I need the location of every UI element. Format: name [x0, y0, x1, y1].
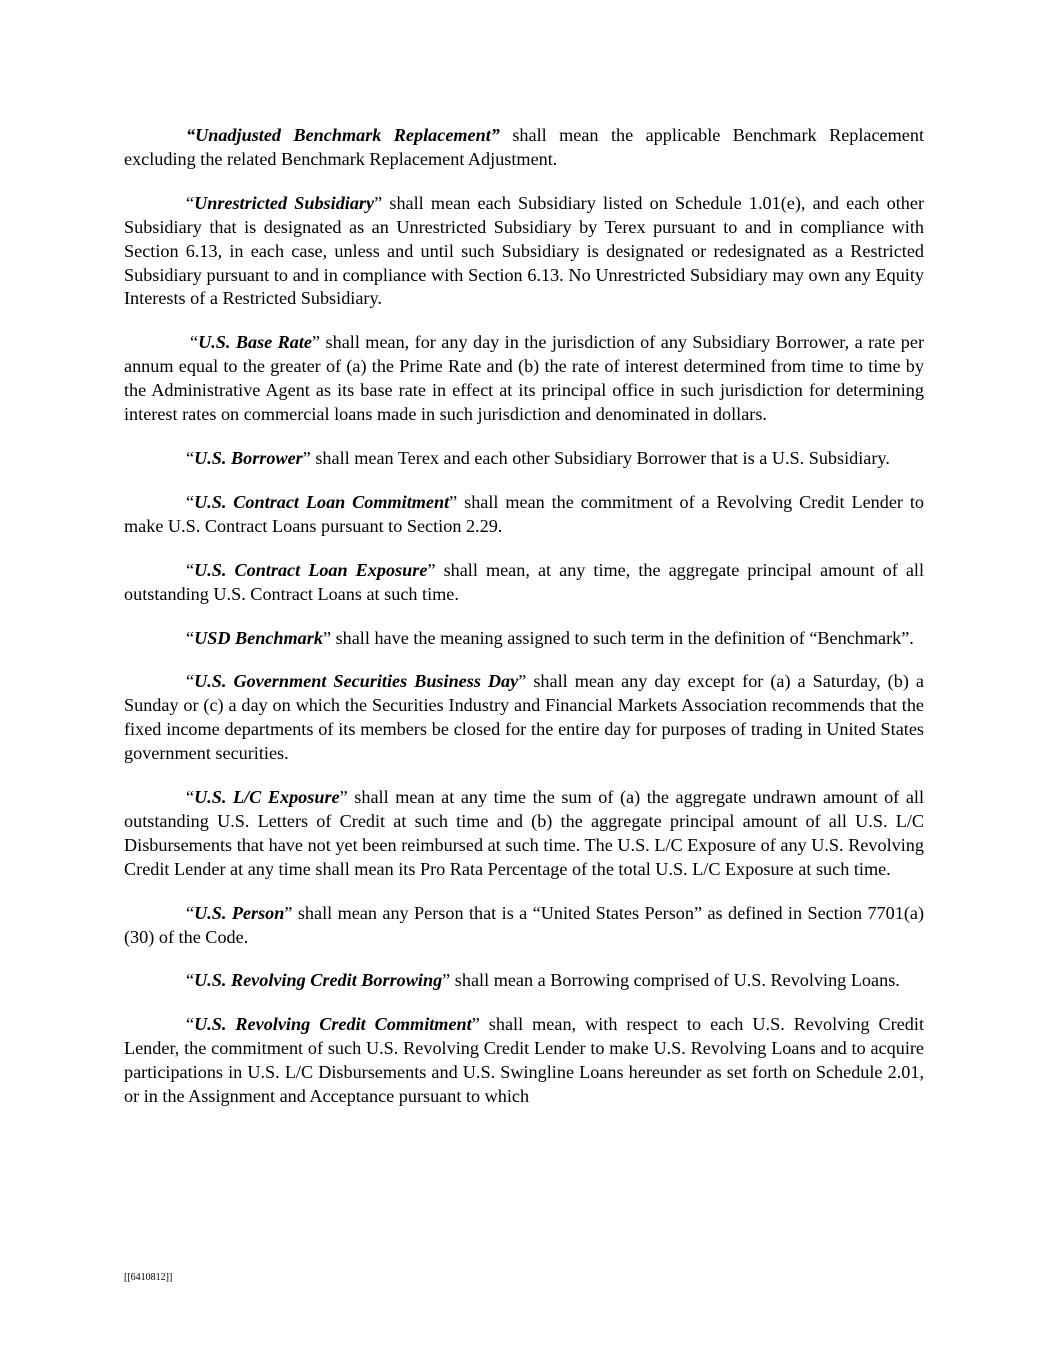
close-quote: ”	[322, 627, 332, 648]
defined-term: U.S. Government Securities Business Day	[194, 671, 519, 692]
definition-paragraph	[124, 559, 924, 607]
close-quote: ”	[471, 1014, 480, 1035]
definition-paragraph	[124, 670, 924, 766]
definition-text: shall mean, with respect to each U.S. Revolving Credit Lender, the commitment of such U.S. Revolving Credit Lender to make U.S. Revolving Loans and to acquire participations in U.S. L/C Disbursements and U.S. Swingline Loans hereunder as set forth on Schedule 2.01, or in the Assignment and Acceptance pursuant to which	[124, 1014, 925, 1107]
close-quote: ”	[284, 902, 293, 923]
defined-term: U.S. Person	[194, 902, 285, 923]
definition-text: shall mean each Subsidiary listed on Schedule 1.01(e), and each other Subsidiary that is designated as an Unrestricted Subsidiary by Terex pursuant to and in compliance with Section 6.13, in each case, unless and until such Subsidiary is designated or redesignated as a Restricted Subsidiary pursuant to and in compliance with Section 6.13. No Unrestricted Subsidiary may own any Equity Interests of a Restricted Subsidiary.	[124, 192, 925, 309]
defined-term: U.S. Borrower	[194, 447, 303, 468]
close-quote: ”	[449, 491, 458, 512]
definition-paragraph	[124, 1013, 924, 1109]
open-quote: “	[186, 902, 195, 923]
close-quote: ”	[442, 970, 451, 991]
definition-text: shall mean a Borrowing comprised of U.S. Revolving Loans.	[450, 970, 900, 991]
close-quote: ”	[427, 559, 436, 580]
definition-text: shall mean the commitment of a Revolving Credit Lender to make U.S. Contract Loans pursuant to Section 2.29.	[124, 491, 924, 536]
definition-paragraph	[124, 447, 924, 471]
definition-paragraph	[124, 331, 924, 427]
definition-text: shall have the meaning assigned to such term in the definition of “Benchmark”.	[331, 627, 914, 648]
close-quote: ”	[339, 787, 348, 808]
open-quote: “	[186, 627, 195, 648]
close-quote: ”	[518, 671, 527, 692]
defined-term: U.S. Contract Loan Exposure	[194, 559, 428, 580]
definition-text: shall mean the applicable Benchmark Replacement excluding the related Benchmark Replacement Adjustment.	[124, 125, 924, 169]
defined-term: U.S. L/C Exposure	[194, 787, 340, 808]
definition-paragraph	[124, 786, 924, 882]
open-quote: “	[186, 671, 195, 692]
document-id-footer: [[6410812]]	[124, 1272, 173, 1283]
definition-paragraph	[124, 124, 924, 172]
defined-term: U.S. Contract Loan Commitment	[194, 491, 450, 512]
document-page	[124, 124, 924, 1129]
definition-text: shall mean any day except for (a) a Saturday, (b) a Sunday or (c) a day on which the Securities Industry and Financial Markets Association recommends that the fixed income departments of its members be closed for the entire day for purposes of trading in United States government securities.	[124, 671, 924, 764]
defined-term: U.S. Revolving Credit Borrowing	[194, 970, 443, 991]
open-quote: “	[186, 559, 195, 580]
definition-text: shall mean, at any time, the aggregate principal amount of all outstanding U.S. Contract Loans at such time.	[124, 559, 925, 604]
close-quote: ”	[312, 332, 321, 353]
defined-term: Unrestricted Subsidiary	[194, 192, 375, 213]
defined-term: USD Benchmark	[194, 627, 323, 648]
definition-text: shall mean Terex and each other Subsidiary Borrower that is a U.S. Subsidiary.	[310, 447, 890, 468]
open-quote: “	[190, 332, 199, 353]
definition-text: shall mean any Person that is a “United States Person” as defined in Section 7701(a)(30) of the Code.	[124, 902, 925, 947]
open-quote: “	[186, 970, 195, 991]
open-quote: “	[186, 787, 195, 808]
open-quote: “	[186, 192, 195, 213]
defined-term: U.S. Base Rate	[198, 332, 313, 353]
defined-term: “Unadjusted Benchmark Replacement”	[186, 125, 500, 145]
close-quote: ”	[374, 192, 383, 213]
definition-text: shall mean, for any day in the jurisdiction of any Subsidiary Borrower, a rate per annum equal to the greater of (a) the Prime Rate and (b) the rate of interest determined from time to time by the Administrative Agent as its base rate in effect at its principal office in such jurisdiction for determining interest rates on commercial loans made in such jurisdiction and denominated in dollars.	[124, 332, 925, 425]
definition-paragraph	[124, 969, 924, 993]
open-quote: “	[186, 491, 195, 512]
definition-paragraph	[124, 491, 924, 539]
definition-paragraph	[124, 192, 924, 312]
definition-paragraph	[124, 902, 924, 950]
open-quote: “	[186, 447, 195, 468]
close-quote: ”	[302, 447, 311, 468]
open-quote: “	[186, 1014, 195, 1035]
defined-term: U.S. Revolving Credit Commitment	[194, 1014, 472, 1035]
definition-text: shall mean at any time the sum of (a) the aggregate undrawn amount of all outstanding U.S. Letters of Credit at such time and (b) the aggregate principal amount of all U.S. L/C Disbursements that have not yet been reimbursed at such time. The U.S. L/C Exposure of any U.S. Revolving Credit Lender at any time shall mean its Pro Rata Percentage of the total U.S. L/C Exposure at such time.	[124, 787, 924, 879]
definition-paragraph	[124, 627, 924, 651]
